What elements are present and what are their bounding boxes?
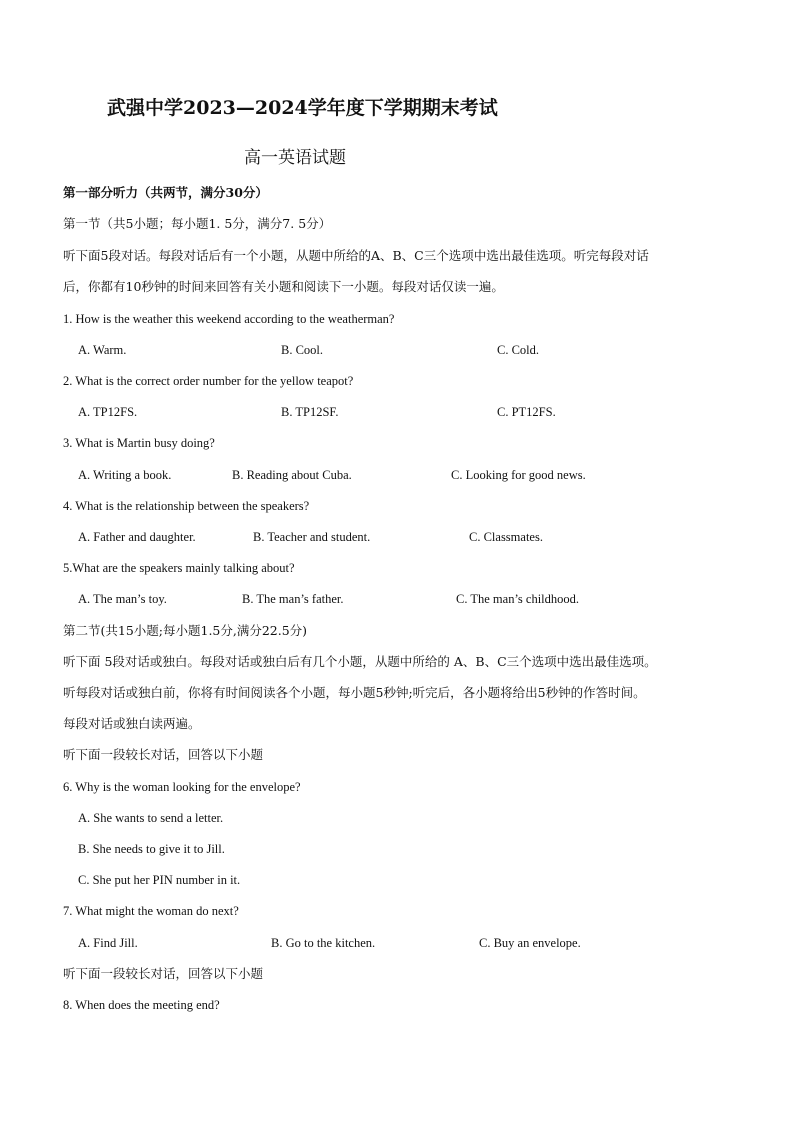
section2-instructions-line2: 听每段对话或独白前，你将有时间阅读各个小题，每小题5秒钟;听完后，各小题将给出5秒钟的作答时间。: [63, 685, 646, 700]
question-6-option-b: B. She needs to give it to Jill.: [78, 842, 225, 856]
question-5-option-b: B. The man’s father.: [242, 592, 344, 606]
question-2-option-a: A. TP12FS.: [78, 405, 138, 419]
section2-instructions-line1: 听下面 5段对话或独白。每段对话或独白后有几个小题，从题中所给的 A、B、C三个选项中选出最佳选项。: [63, 654, 657, 669]
question-3-option-c: C. Looking for good news.: [451, 468, 586, 482]
question-4-option-c: C. Classmates.: [469, 530, 543, 544]
question-5-option-c: C. The man’s childhood.: [456, 592, 580, 606]
question-2-stem: 2. What is the correct order number for the yellow teapot?: [63, 374, 354, 388]
listen-prompt-1: 听下面一段较长对话，回答以下小题: [63, 747, 264, 762]
question-3-option-a: A. Writing a book.: [78, 468, 172, 482]
question-7-option-a: A. Find Jill.: [78, 936, 138, 950]
question-2-option-b: B. TP12SF.: [281, 405, 339, 419]
question-1-stem: 1. How is the weather this weekend according to the weatherman?: [63, 312, 395, 326]
question-4-option-a: A. Father and daughter.: [78, 530, 196, 544]
question-2-option-c: C. PT12FS.: [497, 405, 556, 419]
section1-instructions-line1: 听下面5段对话。每段对话后有一个小题，从题中所给的A、B、C三个选项中选出最佳选项。听完每段对话: [63, 248, 649, 263]
question-6-stem: 6. Why is the woman looking for the envelope?: [63, 780, 301, 794]
section2-instructions-line3: 每段对话或独白读两遍。: [63, 716, 201, 731]
part1-heading: 第一部分听力（共两节，满分30分）: [63, 185, 268, 200]
question-7-option-c: C. Buy an envelope.: [479, 936, 581, 950]
listen-prompt-2: 听下面一段较长对话，回答以下小题: [63, 966, 264, 981]
exam-subtitle: 高一英语试题: [244, 148, 346, 168]
question-1-option-c: C. Cold.: [497, 343, 540, 357]
section1-heading: 第一节（共5小题；每小题1. 5分，满分7. 5分）: [63, 216, 332, 231]
question-3-option-b: B. Reading about Cuba.: [232, 468, 352, 482]
question-1-option-a: A. Warm.: [78, 343, 127, 357]
question-4-option-b: B. Teacher and student.: [253, 530, 371, 544]
question-4-stem: 4. What is the relationship between the speakers?: [63, 499, 310, 513]
question-5-option-a: A. The man’s toy.: [78, 592, 167, 606]
question-6-option-a: A. She wants to send a letter.: [78, 811, 224, 825]
question-6-option-c: C. She put her PIN number in it.: [78, 873, 241, 887]
question-5-stem: 5.What are the speakers mainly talking about?: [63, 561, 295, 575]
question-7-option-b: B. Go to the kitchen.: [271, 936, 376, 950]
question-1-option-b: B. Cool.: [281, 343, 324, 357]
section1-instructions-line2: 后，你都有10秒钟的时间来回答有关小题和阅读下一小题。每段对话仅读一遍。: [63, 279, 504, 294]
question-3-stem: 3. What is Martin busy doing?: [63, 436, 215, 450]
section2-heading: 第二节(共15小题;每小题1.5分,满分22.5分): [63, 623, 308, 638]
question-8-stem: 8. When does the meeting end?: [63, 998, 220, 1012]
question-7-stem: 7. What might the woman do next?: [63, 904, 239, 918]
exam-title: 武强中学2023—2024学年度下学期期末考试: [107, 97, 498, 119]
